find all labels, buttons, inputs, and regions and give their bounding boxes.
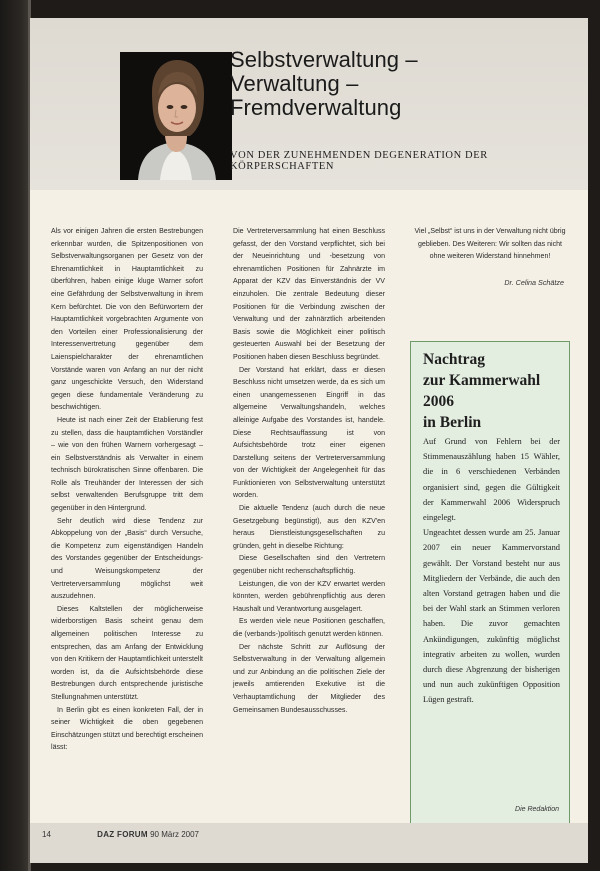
paragraph: Es werden viele neue Positionen geschaffen, die (verbands-)politisch genutzt werden können. (233, 618, 385, 638)
author-portrait (120, 52, 232, 180)
paragraph: In Berlin gibt es einen konkreten Fall, der in seiner Wichtigkeit die oben gegebenen Einschätzungen stützt und berechtigt erscheinen lässt: (51, 706, 203, 752)
nachtrag-paragraph: Ungeachtet dessen wurde am 25. Januar 2007 ein neuer Kammervorstand gewählt. Der Vorstand besteht nur aus Mitgliedern der Verbände, die auch den alten Vorstand getragen haben und die bei der Wahl stark an Stimmen verloren haben. Die zuvor gemachten Ankündigungen, zukünftig möglichst integrativ arbeiten zu wollen, wurden durch diese Abgrenzung der bisherigen und nun auch zukünftigen Opposition Lügen gestraft. (423, 528, 560, 705)
title-line-1: Selbstverwaltung – (230, 47, 418, 72)
paragraph: Die aktuelle Tendenz (auch durch die neue Gesetzgebung begünstigt), aus den KZV'en heraus Dienstleistungsgesellschaften zu gründen, geht in dieselbe Richtung: (233, 505, 385, 550)
issue-label: 90 März 2007 (150, 830, 199, 839)
nachtrag-paragraph: Auf Grund von Fehlern bei der Stimmenauszählung haben 15 Wähler, die in 6 verschiedenen Verbänden organisiert sind, gegen die Gültigkeit der Kammerwahl 2006 Widerspruch eingelegt. (423, 437, 560, 523)
publication-name: DAZ FORUM (97, 830, 148, 839)
magazine-spine (0, 0, 30, 871)
author-signature: Dr. Celina Schätze (504, 278, 564, 287)
paragraph: Der nächste Schritt zur Auflösung der Selbstverwaltung in der Verwaltung allgemein und zur Anbindung an die politischen Ziele der jeweils amtierenden Exekutive ist die Verhauptamtlichung der Mitglieder des Gemeinsamen Bundesausschusses. (233, 643, 385, 714)
paragraph: Als vor einigen Jahren die ersten Bestrebungen erkennbar wurden, die Spitzenpositionen von Selbstverwaltungsorganen per Gesetz von der Ehrenamtlichkeit in Hauptamtlichkeit zu überführen, haben einige kluge Warner sofort eine Gefährdung der Selbstverwaltung in ihrem Kern befürchtet. Die von den Befürwortern der Hauptamtlichkeit vorgebrachten Argumente von den Vorteilen einer Professionalisierung der Interessenvertretung gegenüber dem Laienspielcharakter der ehrenamtlichen Vorstände waren von Anfang an nur der nicht ganz ungeschickte Versuch, den Widerstand gegen diese fundamentale Veränderung zu beschwichtigen. (51, 228, 203, 412)
paragraph: Leistungen, die von der KZV erwartet werden könnten, werden gebührenpflichtig aus deren Haushalt und Verantwortung ausgelagert. (233, 580, 385, 613)
text-column-1 (51, 226, 203, 755)
title-line-3: Fremdverwaltung (230, 95, 402, 120)
text-column-2 (233, 226, 385, 717)
closing-paragraph: Viel „Selbst“ ist uns in der Verwaltung nicht übrig geblieben. Des Weiteren: Wir sollten das nicht ohne weiteren Widerstand hinnehmen! (414, 228, 566, 261)
magazine-page (30, 18, 588, 863)
article-title (230, 48, 570, 120)
nachtrag-title-line-3: in Berlin (423, 414, 482, 431)
nachtrag-box (410, 341, 570, 829)
page-number: 14 (42, 830, 51, 839)
nachtrag-signature: Die Redaktion (515, 806, 559, 813)
paragraph: Der Vorstand hat erklärt, dass er diesen Beschluss nicht umsetzen werde, da es sich um einen unangemessenen Eingriff in das allgemeine Verwaltungshandeln, welches alleinige Aufgabe des Vorstandes ist, handele. Diese Rechtsauffassung ist von Aufsichtsbehörde trotz einer eigenen Darstellung seitens der Vertreterversammlung von der Wichtigkeit der Angelegenheit für das Funktionieren von Selbstverwaltung unterstützt worden. (233, 366, 385, 500)
nachtrag-title (423, 349, 563, 433)
footer-band (30, 823, 588, 863)
nachtrag-body (423, 434, 560, 708)
paragraph: Die Vertreterversammlung hat einen Beschluss gefasst, der den Vorstand verpflichtet, sich bei der Neueinrichtung und -besetzung von ehrenamtlichen Positionen für Zahnärzte im Apparat der KZV das Einverständnis der VV einzuholen. Die zentrale Bedeutung dieser Positionen für die Verbindung zwischen der Verwaltung und der zahnärztlich arbeitenden Basis sowie die Möglichkeit einer politisch gesteuerten Auswahl bei der Besetzung der Positionen haben diesen Beschluss begründet. (233, 228, 385, 361)
text-column-3 (414, 226, 566, 264)
paragraph: Dieses Kaltstellen der möglicherweise widerborstigen Basis scheint genau dem allgemeinen politischen Interesse zu entsprechen, das am Anfang der Entwicklung von den Kritikern der Hauptamtlichkeit unterstellt worden ist, da die Aufsichtsbehörde diese Bestrebungen durch entsprechende juristische Stellungnahmen unterstützt. (51, 605, 203, 701)
paragraph: Heute ist nach einer Zeit der Etablierung fest zu stellen, dass die hauptamtlichen Vorständler – wie von den frühen Warnern vorhergesagt – ein Selbstverständnis als Verwalter in einem technisch bürokratischen Sinne offenbaren. Die Rolle als Treuhänder der Interessen der sich selbst verwaltenden Berufsgruppe tritt dem gegenüber in den Hintergrund. (51, 416, 203, 513)
article-subtitle: VON DER ZUNEHMENDEN DEGENERATION DER KÖRPERSCHAFTEN (230, 150, 488, 172)
page-footer (42, 830, 242, 839)
nachtrag-title-line-1: Nachtrag (423, 351, 485, 368)
nachtrag-title-line-2: zur Kammerwahl 2006 (423, 372, 541, 410)
paragraph: Diese Gesellschaften sind den Vertretern gegenüber nicht rechenschaftspflichtig. (233, 555, 385, 576)
title-line-2: Verwaltung – (230, 71, 359, 96)
paragraph: Sehr deutlich wird diese Tendenz zur Abkoppelung von der „Basis“ durch Versuche, die Kompetenz zum eigenständigen Handeln des Vorstandes gegenüber der Entscheidungs- und Weisungskompetenz der Vertreterversammlung möglichst weit auszudehnen. (51, 517, 203, 601)
